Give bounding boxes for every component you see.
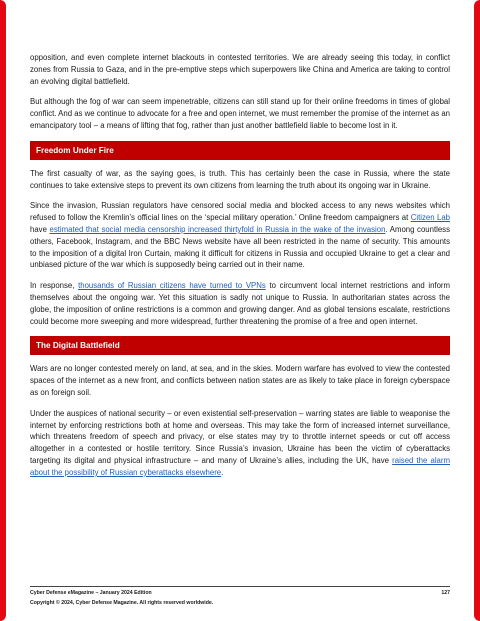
section1-paragraph-2 [30, 200, 450, 271]
intro-paragraph-1: opposition, and even complete internet blackouts in contested territories. We are already seeing this today, in conflict zones from Russia to Gaza, and in the pre-emptive steps which superpowers like China and America are taking to control an evolving digital battlefield. [30, 53, 450, 86]
copyright-notice: Copyright © 2024, Cyber Defense Magazine. All rights reserved worldwide. [30, 600, 214, 606]
text-run: have [30, 224, 50, 234]
footer-row [30, 590, 450, 597]
text-run: . [221, 467, 224, 477]
russian-cyberattacks-link[interactable]: raised the alarm about the possibility of Russian cyberattacks elsewhere [30, 455, 450, 477]
edition-label: Cyber Defense eMagazine – January 2024 Edition [30, 590, 152, 596]
page-footer [30, 586, 450, 607]
section1-paragraph-1: The first casualty of war, as the saying goes, is truth. This has certainly been the case in Russia, where the state continues to take extensive steps to prevent its own citizens from learning the truth about its ongoing war in Ukraine. [30, 168, 450, 190]
page-number: 127 [441, 590, 450, 596]
section1-paragraph-3 [30, 280, 450, 327]
text-run: Since the invasion, Russian regulators have censored social media and blocked access to any news websites which refused to follow the Kremlin’s official lines on the ‘special military operation.’ Online freedom campaigners at [30, 201, 450, 223]
text-run: to circumvent local internet restrictions and inform themselves about the ongoing war. Yet this situation is sadly not unique to Russia. In authoritarian states across the globe, the imposition of online restrictions is a common and growing danger. And as global tensions escalate, restrictions could become more sweeping and more widespread, further threatening the promise of a free and open internet. [30, 281, 450, 326]
section2-paragraph-2 [30, 408, 450, 479]
vpn-link[interactable]: thousands of Russian citizens have turned to VPNs [78, 281, 266, 291]
left-red-edge [0, 0, 6, 621]
section-heading-freedom-under-fire: Freedom Under Fire [30, 141, 450, 160]
section2-paragraph-1: Wars are no longer contested merely on land, at sea, and in the skies. Modern warfare has evolved to view the contested spaces of the internet as a new front, and conflicts between nation states are as likely to take place in foreign cyberspace as on foreign soil. [30, 364, 450, 397]
section-heading-digital-battlefield: The Digital Battlefield [30, 336, 450, 355]
text-run: . Among countless others, Facebook, Instagram, and the BBC News website have all been restricted in the name of security. This amounts to the imposition of a digital Iron Curtain, making it difficult for citizens in Russia and occupied Ukraine to get a clear and unbiased picture of the war which is supposedly being carried out in their name. [30, 224, 450, 270]
censorship-estimate-link[interactable]: estimated that social media censorship increased thirtyfold in Russia in the wake of the invasion [49, 224, 386, 234]
text-run: In response, [30, 281, 79, 291]
citizen-lab-link[interactable]: Citizen Lab [410, 213, 450, 223]
right-red-edge [474, 0, 480, 621]
article-body [30, 52, 450, 488]
intro-paragraph-2: But although the fog of war can seem impenetrable, citizens can still stand up for their online freedoms in times of global conflict. And as we continue to advocate for a free and open internet, we must remember the promise of the internet as an emancipatory tool – a means of lifting that fog, rather than just another battlefield liable to become lost in it. [30, 97, 450, 130]
text-run: Under the auspices of national security – or even existential self-preservation – warring states are liable to weaponise the internet by enforcing restrictions both at home and overseas. This may take the form of increased internet surveillance, which threatens freedom of speech and privacy, or else states may try to throttle internet speeds or cut off access altogether in a contested or hostile territory. Since Russia’s invasion, Ukraine has been the victim of cyberattacks targeting its digital and physical infrastructure – and many of Ukraine’s allies, including the UK, have [30, 408, 450, 465]
